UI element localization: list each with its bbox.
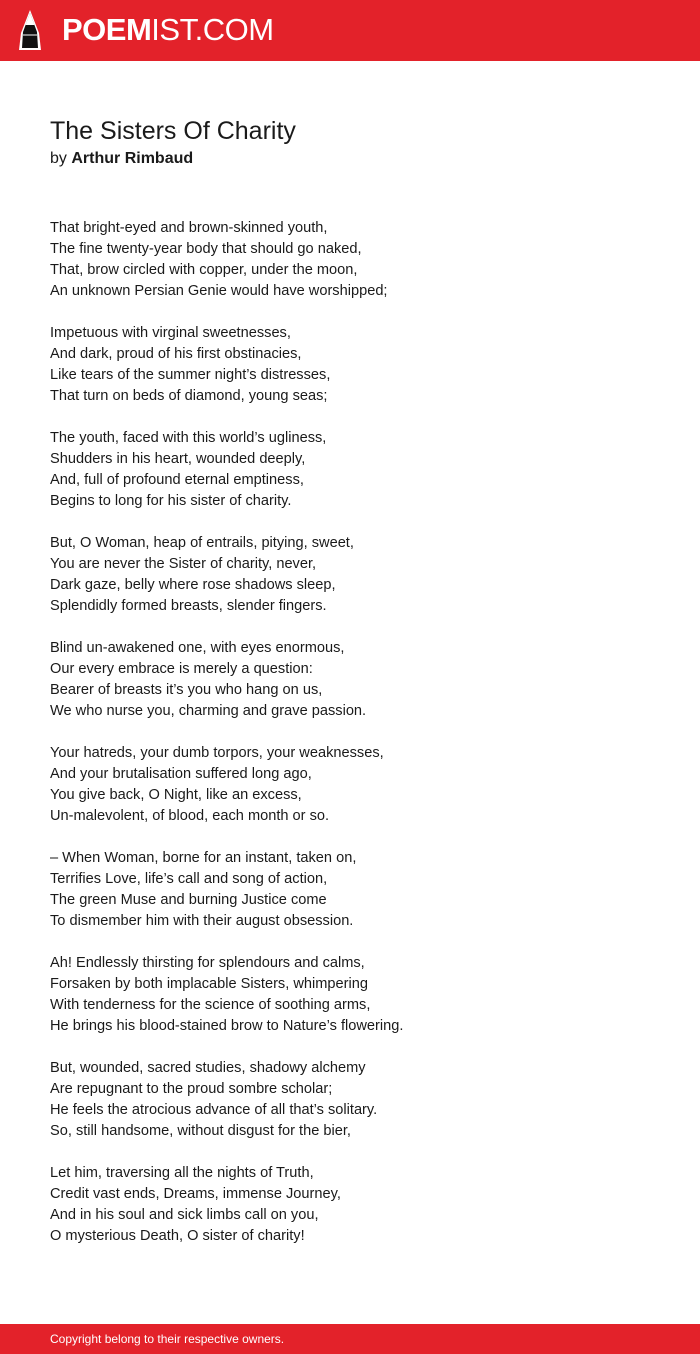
- poem-line: But, O Woman, heap of entrails, pitying, sweet,: [50, 535, 354, 551]
- poem-line: Shudders in his heart, wounded deeply,: [50, 451, 306, 467]
- by-label: by: [50, 150, 67, 167]
- poem-line: Blind un-awakened one, with eyes enormous,: [50, 640, 345, 656]
- poem-line: And in his soul and sick limbs call on you,: [50, 1207, 319, 1223]
- site-logo[interactable]: [62, 10, 274, 50]
- author-name: Arthur Rimbaud: [71, 150, 194, 167]
- poem-line: We who nurse you, charming and grave passion.: [50, 703, 367, 719]
- poem-body: [50, 218, 670, 1268]
- poem-line: The fine twenty-year body that should go naked,: [50, 241, 362, 257]
- poem-line: Our every embrace is merely a question:: [50, 661, 313, 677]
- poem-line: Are repugnant to the proud sombre scholar;: [50, 1081, 333, 1097]
- poem-line: But, wounded, sacred studies, shadowy alchemy: [50, 1060, 366, 1076]
- poem-line: You give back, O Night, like an excess,: [50, 787, 302, 803]
- poem-line: The green Muse and burning Justice come: [50, 892, 327, 908]
- poem-line: And, full of profound eternal emptiness,: [50, 472, 304, 488]
- byline: [50, 148, 193, 170]
- stanza: [50, 743, 670, 827]
- poem-line: Ah! Endlessly thirsting for splendours and calms,: [50, 955, 365, 971]
- poem-line: So, still handsome, without disgust for the bier,: [50, 1123, 351, 1139]
- poem-line: Dark gaze, belly where rose shadows sleep,: [50, 577, 336, 593]
- poem-line: Like tears of the summer night’s distresses,: [50, 367, 331, 383]
- stanza: [50, 638, 670, 722]
- stanza: [50, 428, 670, 512]
- poem-line: Let him, traversing all the nights of Truth,: [50, 1165, 314, 1181]
- poem-line: An unknown Persian Genie would have worshipped;: [50, 283, 388, 299]
- poem-line: Begins to long for his sister of charity.: [50, 493, 292, 509]
- stanza: [50, 1163, 670, 1247]
- poem-line: Credit vast ends, Dreams, immense Journey,: [50, 1186, 341, 1202]
- poem-line: With tenderness for the science of soothing arms,: [50, 997, 371, 1013]
- poem-line: Forsaken by both implacable Sisters, whimpering: [50, 976, 368, 992]
- logo-light-text: IST.COM: [151, 12, 274, 47]
- stanza: [50, 323, 670, 407]
- copyright-text: Copyright belong to their respective owners.: [50, 1332, 285, 1346]
- poem-line: Un-malevolent, of blood, each month or so.: [50, 808, 330, 824]
- poem-line: The youth, faced with this world’s ugliness,: [50, 430, 327, 446]
- poem-line: That, brow circled with copper, under the moon,: [50, 262, 358, 278]
- stanza: [50, 848, 670, 932]
- poem-line: Terrifies Love, life’s call and song of action,: [50, 871, 328, 887]
- poem-line: And your brutalisation suffered long ago,: [50, 766, 312, 782]
- logo-bold-text: POEM: [62, 12, 152, 47]
- poem-line: That bright-eyed and brown-skinned youth,: [50, 220, 328, 236]
- stanza: [50, 953, 670, 1037]
- poem-line: You are never the Sister of charity, never,: [50, 556, 317, 572]
- pen-nib-icon[interactable]: [17, 9, 43, 51]
- poem-title: The Sisters Of Charity: [50, 117, 296, 145]
- poem-line: – When Woman, borne for an instant, taken on,: [50, 850, 357, 866]
- stanza: [50, 1058, 670, 1142]
- stanza: [50, 533, 670, 617]
- poem-line: That turn on beds of diamond, young seas;: [50, 388, 328, 404]
- poem-line: Splendidly formed breasts, slender fingers.: [50, 598, 327, 614]
- poem-line: Impetuous with virginal sweetnesses,: [50, 325, 291, 341]
- poem-line: And dark, proud of his first obstinacies,: [50, 346, 302, 362]
- site-header: [0, 0, 700, 61]
- stanza: [50, 218, 670, 302]
- poem-line: O mysterious Death, O sister of charity!: [50, 1228, 305, 1244]
- poem-line: To dismember him with their august obsession.: [50, 913, 354, 929]
- site-footer: [0, 1324, 700, 1354]
- poem-line: Bearer of breasts it’s you who hang on us,: [50, 682, 323, 698]
- poem-line: He brings his blood-stained brow to Nature’s flowering.: [50, 1018, 404, 1034]
- poem-line: Your hatreds, your dumb torpors, your weaknesses,: [50, 745, 384, 761]
- poem-line: He feels the atrocious advance of all that’s solitary.: [50, 1102, 378, 1118]
